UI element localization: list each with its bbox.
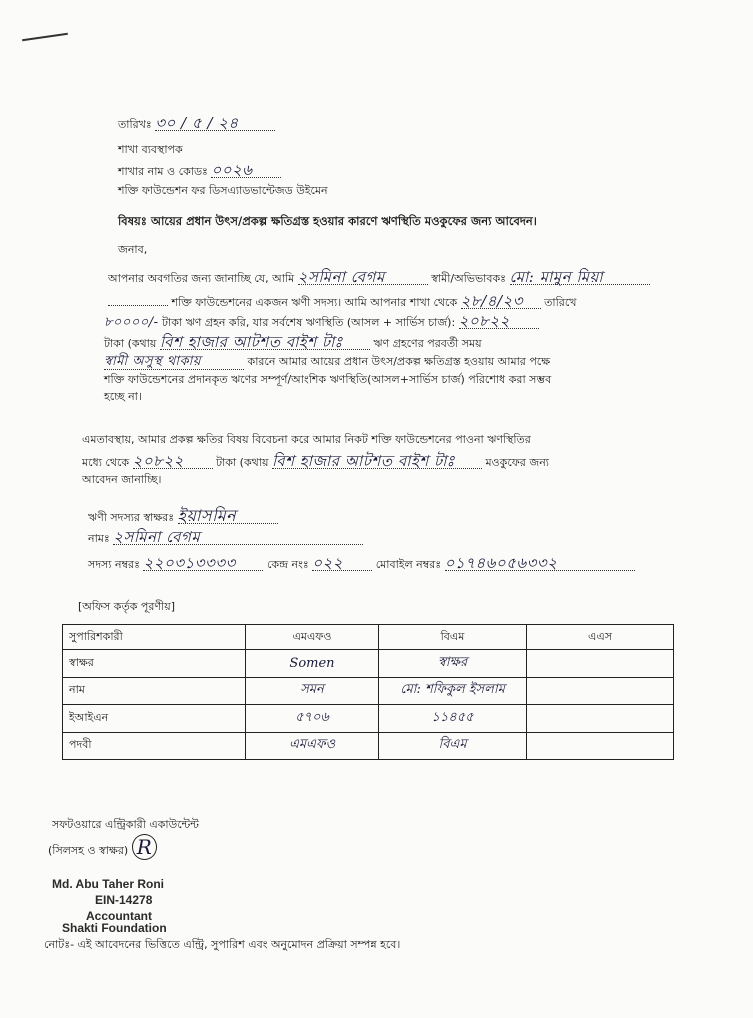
body-line-4 [104, 335, 482, 351]
body-line-5 [104, 355, 550, 370]
para2-line-1: এমতাবস্থায়, আমার প্রকল্প ক্ষতির বিষয় বিবেচনা করে আমার নিকট শক্তি ফাউন্ডেশনের পাওনা ঋণস্থিতির [82, 433, 531, 446]
row-label: স্বাক্ষর [63, 650, 246, 678]
table-row [63, 677, 674, 705]
body-text: স্বামী/অভিভাবকঃ [431, 272, 507, 285]
bm-value: বিএম [379, 732, 527, 760]
member-name: ২সমিনা বেগম [113, 530, 363, 545]
header-recommender: সুপারিশকারী [63, 625, 246, 650]
header-bm: বিএম [379, 625, 527, 650]
waiver-in-words: বিশ হাজার আটশত বাইশ টাঃ [272, 454, 482, 469]
loan-balance: ২০৮২২ [459, 314, 539, 329]
stamp-name: Md. Abu Taher Roni [52, 877, 164, 891]
body-text: ঋণ গ্রহণের পরবর্তী সময় [373, 337, 482, 350]
center-number: ০২২ [312, 556, 372, 571]
member-number: ২২০৩১৩৩৩৩ [143, 556, 263, 571]
table-header-row [63, 625, 674, 650]
body-text: টাকা (কথায় [104, 337, 157, 350]
date-line [118, 116, 275, 132]
mfo-value: এমএফও [246, 732, 379, 760]
member-number-line [88, 556, 635, 572]
table-row [63, 732, 674, 760]
organization-name: শক্তি ফাউন্ডেশন ফর ডিসএ্যাডভান্টেজড উইমেন [118, 184, 328, 197]
sign-label: ঋণী সদস্যর স্বাক্ষরঃ [88, 511, 175, 524]
branch-value: ০০২৬ [211, 163, 281, 178]
body-text: মওকুফের জন্য [485, 456, 549, 469]
body-text: কারনে আমার আয়ের প্রধান উৎস/প্রকল্প ক্ষতিগ্রস্ত হওয়ায় আমার পক্ষে [247, 355, 551, 368]
body-line-1 [108, 270, 650, 286]
mfo-value: Somen [246, 650, 379, 678]
as-value [527, 705, 674, 733]
date-label: তারিখঃ [118, 118, 152, 131]
body-line-6: শক্তি ফাউন্ডেশনের প্রদানকৃত ঋণের সম্পূর্ণ/আংশিক ঋণস্থিতি(আসল+সার্ভিস চার্জ) পরিশোধ করা সম্ভব [104, 373, 552, 386]
body-text: টাকা (কথায় [216, 456, 269, 469]
office-table [62, 624, 674, 760]
applicant-name: ২সমিনা বেগম [298, 270, 428, 285]
member-signature: ইয়াসমিন [178, 509, 278, 524]
stamp-org: Shakti Foundation [62, 921, 167, 935]
balance-in-words: বিশ হাজার আটশত বাইশ টাঃ [160, 335, 370, 350]
mobile-number: ০১৭৪৬০৫৬৩৩২ [445, 556, 635, 571]
table-row [63, 650, 674, 678]
para2-line-2 [82, 454, 549, 470]
office-section-title: [অফিস কর্তৃক পূরণীয়] [78, 600, 175, 613]
mfo-value: সমন [246, 677, 379, 705]
body-line-2 [108, 294, 576, 310]
body-text: তারিখে [544, 296, 577, 309]
bm-value: মো: শফিকুল ইসলাম [379, 677, 527, 705]
footer-note: নোটঃ- এই আবেদনের ভিত্তিতে এন্ট্রি, সুপারিশ এবং অনুমোদন প্রক্রিয়া সম্পন্ন হবে। [44, 938, 401, 951]
member-name-line [88, 530, 363, 546]
bm-value: স্বাক্ষর [379, 650, 527, 678]
row-label: পদবী [63, 732, 246, 760]
guardian-name: মো: মামুন মিয়া [510, 270, 650, 285]
accountant-sign-line [48, 835, 157, 859]
damage-reason: স্বামী অসুস্থ থাকায় [104, 355, 244, 370]
center-label: কেন্দ্র নংঃ [266, 558, 309, 571]
branch-line [118, 163, 281, 179]
seal-sign-label: (সিলসহ ও স্বাক্ষর) [48, 844, 129, 857]
member-no-label: সদস্য নম্বরঃ [88, 558, 140, 571]
mfo-value: ৫৭০৬ [246, 705, 379, 733]
body-text: টাকা ঋণ গ্রহন করি, যার সর্বশেষ ঋণস্থিতি (আসল + সার্ভিস চার্জ): [162, 316, 456, 329]
bm-value: ১১৪৫৫ [379, 705, 527, 733]
member-sign-line [88, 506, 278, 525]
table-row [63, 705, 674, 733]
body-line-3 [104, 314, 539, 330]
body-text: মধ্যে থেকে [82, 456, 130, 469]
stamp-role: Accountant [86, 909, 152, 923]
row-label: ইআইএন [63, 705, 246, 733]
date-value: ৩০ / ৫ / ২৪ [155, 116, 275, 131]
waiver-amount: ২০৮২২ [133, 454, 213, 469]
para2-line-3: আবেদন জানাচ্ছি। [82, 473, 162, 486]
body-text: শক্তি ফাউন্ডেশনের একজন ঋণী সদস্য। আমি আপনার শাখা থেকে [171, 296, 458, 309]
name-label: নামঃ [88, 532, 110, 545]
mobile-label: মোবাইল নম্বরঃ [375, 558, 442, 571]
body-line-7: হচ্ছে না। [104, 390, 142, 403]
header-as: এএস [527, 625, 674, 650]
pen-scratch [22, 33, 68, 41]
subject-line: বিষয়ঃ আয়ের প্রধান উৎস/প্রকল্প ক্ষতিগ্রস্ত হওয়ার কারণে ঋণস্থিতি মওকুফের জন্য আবেদন। [118, 214, 537, 228]
as-value [527, 677, 674, 705]
stamp-ein: EIN-14278 [95, 893, 153, 907]
addressee-title: শাখা ব্যবস্থাপক [118, 143, 183, 156]
row-label: নাম [63, 677, 246, 705]
salutation: জনাব, [118, 243, 148, 256]
as-value [527, 650, 674, 678]
accountant-label: সফটওয়ারে এন্ট্রিকারী একাউন্টেন্ট [52, 818, 199, 831]
header-mfo: এমএফও [246, 625, 379, 650]
as-value [527, 732, 674, 760]
accountant-signature: R [132, 834, 158, 860]
body-text: আপনার অবগতির জন্য জানাচ্ছি যে, আমি [108, 272, 295, 285]
loan-amount: ৮০০০০/- [104, 315, 159, 330]
loan-date: ২৮/৪/২৩ [461, 294, 541, 309]
branch-label: শাখার নাম ও কোডঃ [118, 165, 208, 178]
